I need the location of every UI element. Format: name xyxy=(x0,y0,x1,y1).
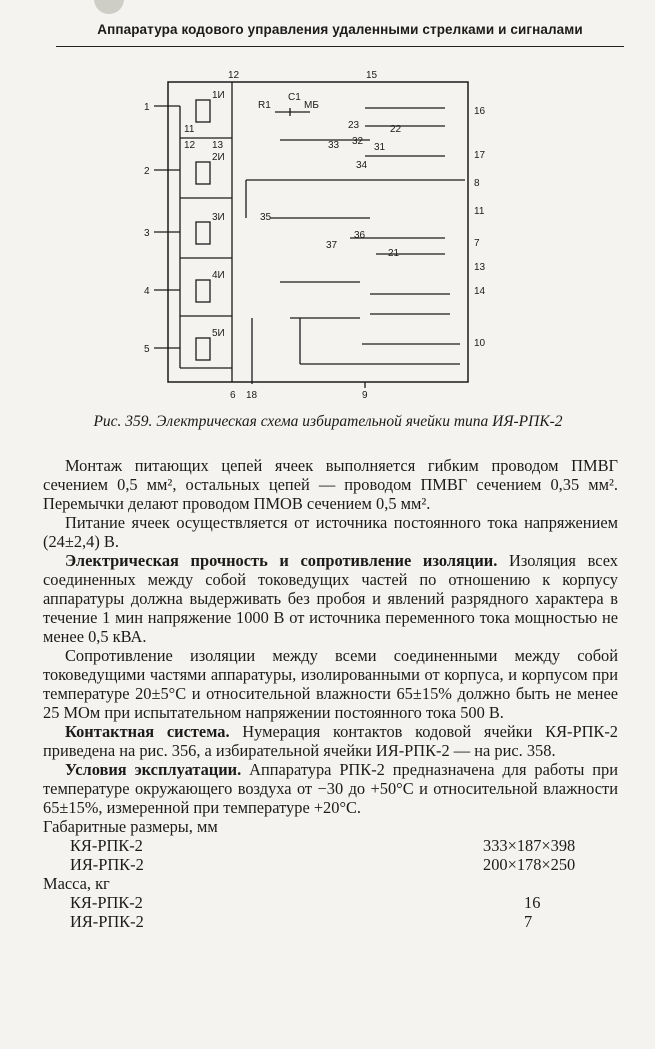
contact-22-label: 22 xyxy=(390,124,402,135)
relay-2-label: 2И xyxy=(212,152,225,163)
pin-7-label: 7 xyxy=(474,238,480,249)
contact-37-label: 37 xyxy=(326,240,338,251)
contact-23-label: 23 xyxy=(348,120,360,131)
text-conditions: Аппаратура РПК-2 предназначена для работы при температуре окружающего воздуха от −30 до +50°С и относительной влажности 65±15%, измеренной при температуре +20°С. xyxy=(43,760,619,817)
contact-33-label: 33 xyxy=(328,140,340,151)
resistor-label: R1 xyxy=(258,100,271,111)
dims-row: ИЯ-РПК-2 200×178×250 xyxy=(70,855,576,874)
mass-title: Масса, кг xyxy=(43,874,110,893)
heading-conditions: Условия эксплуатации. xyxy=(65,760,242,779)
paragraph-conditions xyxy=(43,760,618,817)
contact-34-label: 34 xyxy=(356,160,368,171)
text-insulation: Изоляция всех соединенных между собой токоведущих частей по отношению к корпусу аппаратуры должна выдерживать без пробоя и явлений разрядного характера в течение 1 мин напряжение 1000 В от источника переменного тока мощностью не менее 0,5 кВА. xyxy=(43,551,618,646)
pin-10-label: 10 xyxy=(474,338,486,349)
body-text xyxy=(43,453,618,931)
pin-17-label: 17 xyxy=(474,150,486,161)
pin-4-label: 4 xyxy=(144,286,150,297)
header-rule xyxy=(56,46,624,47)
relay-5-label: 5И xyxy=(212,328,225,339)
contact-21-label: 21 xyxy=(388,248,400,259)
dims-title: Габаритные размеры, мм xyxy=(43,817,218,836)
pin-8-label: 8 xyxy=(474,178,480,189)
paragraph-insulation xyxy=(43,551,618,646)
relay-4-label: 4И xyxy=(212,270,225,281)
scan-artifact xyxy=(94,0,124,14)
pin-13-label: 13 xyxy=(474,262,486,273)
contact-31-label: 31 xyxy=(374,142,386,153)
text-contacts: Нумерация контактов кодовой ячейки КЯ-РПК-2 приведена на рис. 356, а избирательной ячейки ИЯ-РПК-2 — на рис. 358. xyxy=(43,722,619,760)
paragraph-wiring: Монтаж питающих цепей ячеек выполняется гибким проводом ПМВГ сечением 0,5 мм², остальных цепей — проводом ПМВГ сечением 0,35 мм². Перемычки делают проводом ПМОВ сечением 0,5 мм². xyxy=(43,456,618,513)
relay-1-label: 1И xyxy=(212,90,225,101)
relay-3-label: 3И xyxy=(212,212,225,223)
mass-row: КЯ-РПК-2 16 xyxy=(70,893,541,912)
pin-9-label: 9 xyxy=(362,390,368,400)
pin-3-label: 3 xyxy=(144,228,150,239)
pin-6-label: 6 xyxy=(230,390,236,400)
contact-35-label: 35 xyxy=(260,212,272,223)
contact-32-label: 32 xyxy=(352,136,364,147)
contact-wiring xyxy=(246,108,465,388)
contact-12-label: 12 xyxy=(184,140,196,151)
paragraph-resistance: Сопротивление изоляции между всеми соединенными между собой токоведущими частями аппаратуры, изолированными от корпуса, и корпусом при температуре 20±5°С и относительной влажности 65±15% должно быть не менее 25 МОм при испытательном напряжении постоянного тока 500 В. xyxy=(43,646,618,722)
contact-36-label: 36 xyxy=(354,230,366,241)
paragraph-contacts xyxy=(43,722,618,760)
heading-insulation: Электрическая прочность и сопротивление изоляции. xyxy=(65,551,498,570)
pin-15-label: 15 xyxy=(366,70,378,81)
running-header: Аппаратура кодового управления удаленными стрелками и сигналами xyxy=(97,22,583,37)
figure-caption: Рис. 359. Электрическая схема избирательной ячейки типа ИЯ-РПК-2 xyxy=(93,413,563,430)
mb-label: МБ xyxy=(304,100,319,111)
dims-row: КЯ-РПК-2 333×187×398 xyxy=(70,836,576,855)
pin-11-label: 11 xyxy=(474,206,485,217)
circuit-schematic xyxy=(140,68,500,400)
pin-12-label: 12 xyxy=(228,70,240,81)
pin-2-label: 2 xyxy=(144,166,150,177)
pin-5-label: 5 xyxy=(144,344,150,355)
pin-1-label: 1 xyxy=(144,102,150,113)
paragraph-power: Питание ячеек осуществляется от источника постоянного тока напряжением (24±2,4) В. xyxy=(43,513,618,551)
pin-18-label: 18 xyxy=(246,390,258,400)
contact-11-label: 11 xyxy=(184,124,195,135)
mass-row: ИЯ-РПК-2 7 xyxy=(70,912,533,931)
pin-14-label: 14 xyxy=(474,286,486,297)
left-pins xyxy=(154,106,180,348)
contact-13-label: 13 xyxy=(212,140,224,151)
pin-16-label: 16 xyxy=(474,106,486,117)
heading-contacts: Контактная система. xyxy=(65,722,230,741)
capacitor-label: C1 xyxy=(288,92,301,103)
